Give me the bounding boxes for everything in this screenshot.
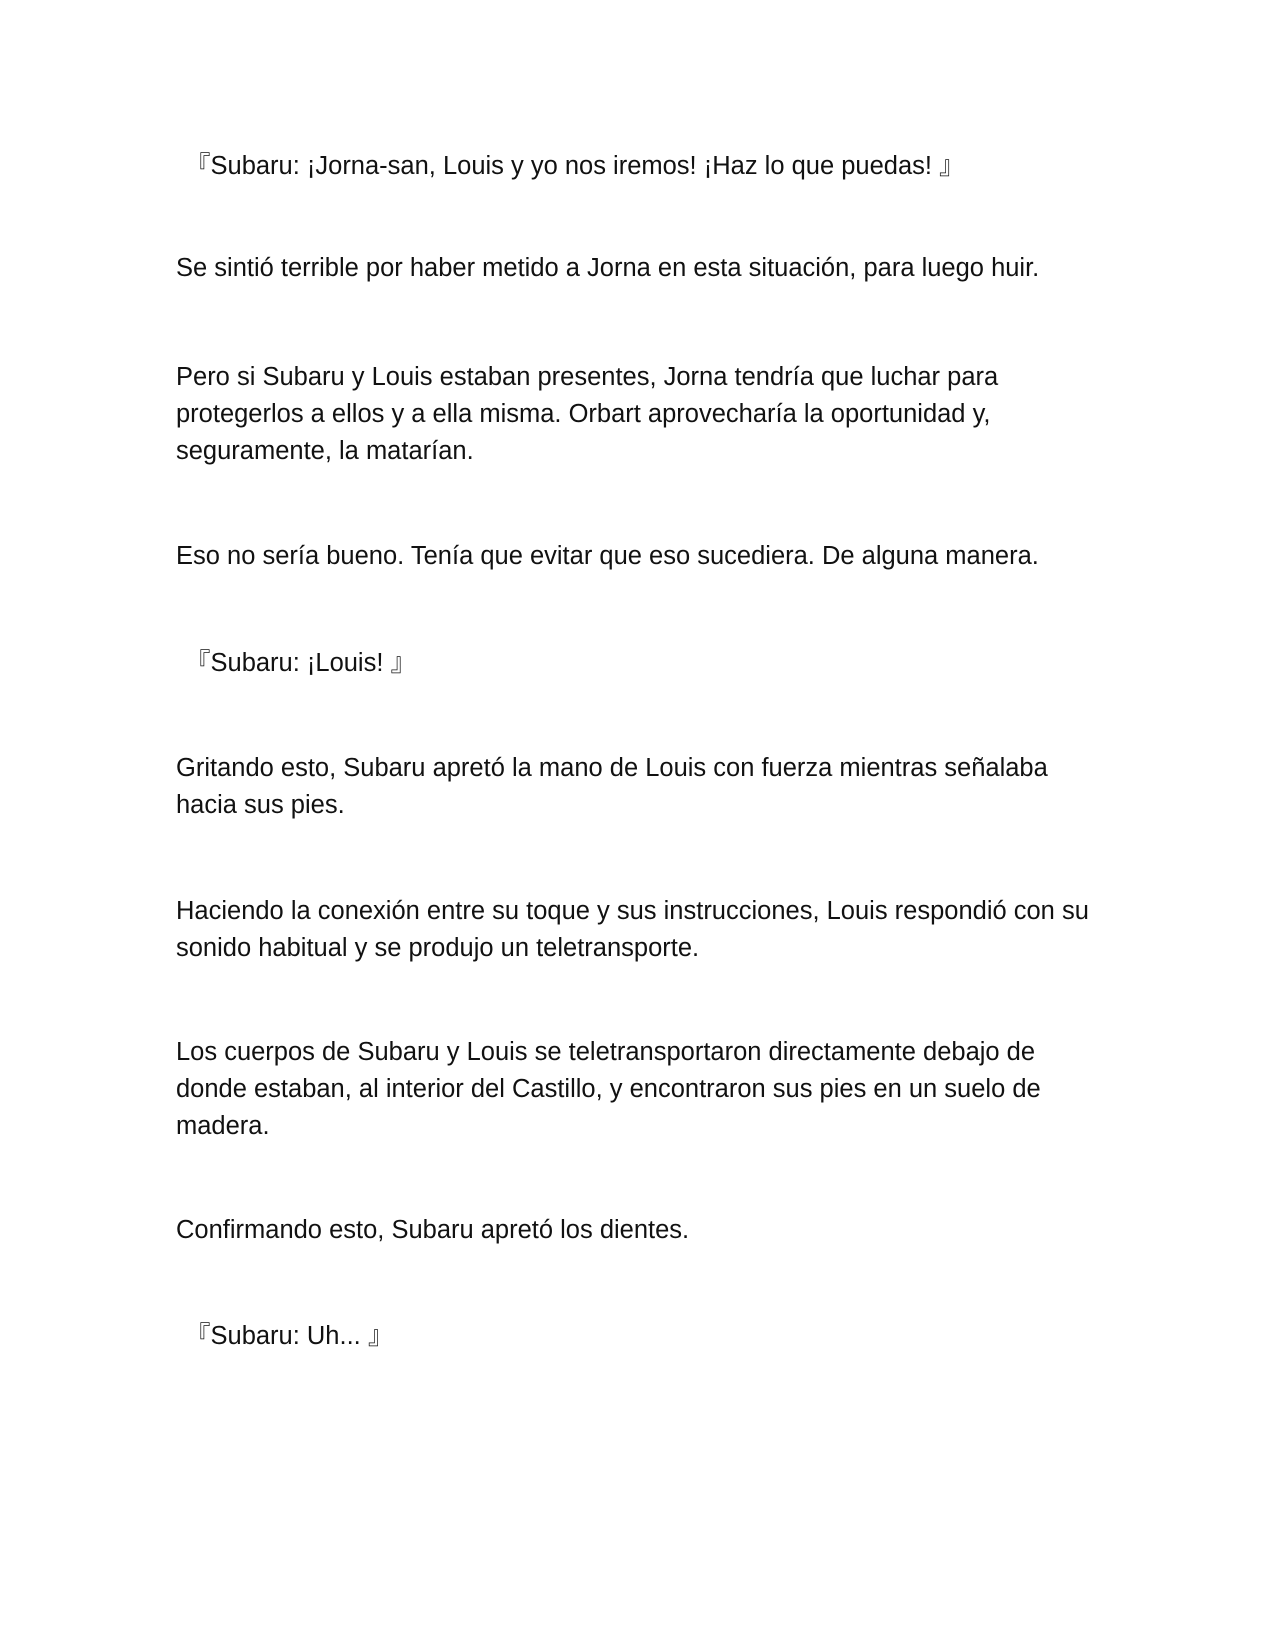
narration-paragraph: Confirmando esto, Subaru apretó los dientes. [176,1216,690,1244]
narration-paragraph: Eso no sería bueno. Tenía que evitar que eso sucediera. De alguna manera. [176,542,1039,570]
narration-paragraph: Se sintió terrible por haber metido a Jorna en esta situación, para luego huir. [176,254,1040,282]
dialogue-line: 『Subaru: ¡Louis! 』 [185,649,417,677]
narration-paragraph: Los cuerpos de Subaru y Louis se teletransportaron directamente debajo de donde estaban, al interior del Castillo, y encontraron sus pies en un suelo de madera. [176,1038,1041,1140]
narration-paragraph: Pero si Subaru y Louis estaban presentes, Jorna tendría que luchar para protegerlos a ellos y a ella misma. Orbart aprovecharía la oportunidad y, seguramente, la matarían. [176,363,999,465]
dialogue-line: 『Subaru: Uh... 』 [185,1322,394,1350]
narration-paragraph: Haciendo la conexión entre su toque y sus instrucciones, Louis respondió con su sonido habitual y se produjo un teletransporte. [176,897,1089,962]
narration-paragraph: Gritando esto, Subaru apretó la mano de Louis con fuerza mientras señalaba hacia sus pies. [176,754,1048,819]
dialogue-line: 『Subaru: ¡Jorna-san, Louis y yo nos iremos! ¡Haz lo que puedas! 』 [185,152,965,180]
